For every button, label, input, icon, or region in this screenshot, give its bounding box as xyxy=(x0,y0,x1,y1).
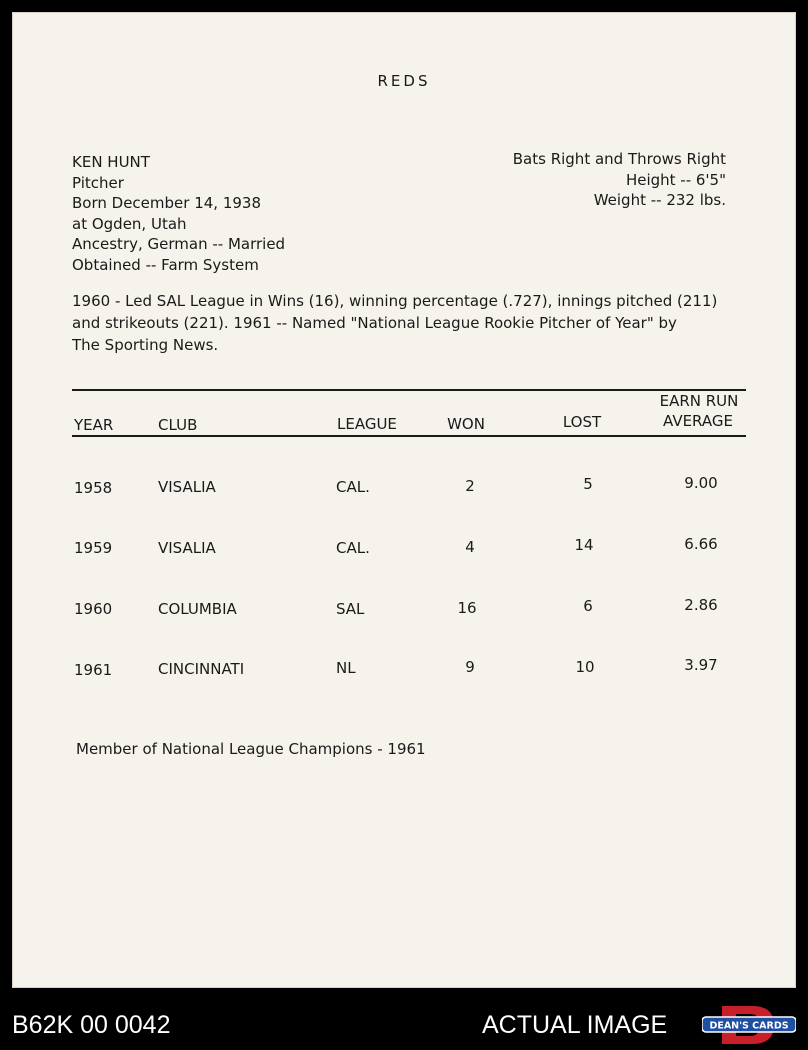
row-league: NL xyxy=(336,659,356,677)
footer-note: Member of National League Champions - 1961 xyxy=(76,740,426,758)
header-lost: LOST xyxy=(562,413,602,431)
narrative-line: 1960 - Led SAL League in Wins (16), winning percentage (.727), innings pitched (211) xyxy=(72,292,718,310)
team-name: REDS xyxy=(377,72,431,90)
deans-cards-logo xyxy=(702,1004,796,1046)
row-club: VISALIA xyxy=(158,478,216,496)
row-lost: 5 xyxy=(583,475,593,493)
row-won: 9 xyxy=(465,658,475,676)
height: Height -- 6'5" xyxy=(625,170,726,189)
player-bio xyxy=(72,152,285,275)
row-lost: 6 xyxy=(583,597,593,615)
row-year: 1958 xyxy=(74,479,113,497)
row-league: SAL xyxy=(336,600,365,618)
table-header-rule xyxy=(72,435,746,437)
logo-text: DEAN'S CARDS xyxy=(709,1020,789,1032)
row-era: 9.00 xyxy=(684,474,718,492)
row-era: 2.86 xyxy=(684,596,718,614)
row-won: 2 xyxy=(465,477,475,495)
narrative-line: The Sporting News. xyxy=(72,336,219,354)
row-league: CAL. xyxy=(336,539,370,557)
narrative-line: and strikeouts (221). 1961 -- Named "National League Rookie Pitcher of Year" by xyxy=(72,314,677,332)
header-league: LEAGUE xyxy=(337,415,397,433)
bats-throws: Bats Right and Throws Right xyxy=(512,150,726,168)
player-birthplace: at Ogden, Utah xyxy=(72,214,187,233)
card-back xyxy=(12,12,796,988)
header-won: WON xyxy=(447,415,485,433)
row-lost: 10 xyxy=(575,658,595,676)
row-year: 1961 xyxy=(74,661,113,679)
table-top-rule xyxy=(72,389,746,391)
catalog-id: B62K 00 0042 xyxy=(12,1011,171,1039)
row-club: COLUMBIA xyxy=(158,600,237,618)
player-name: KEN HUNT xyxy=(72,153,150,171)
player-obtained: Obtained -- Farm System xyxy=(72,255,259,274)
row-lost: 14 xyxy=(574,536,594,554)
row-won: 16 xyxy=(457,599,477,617)
row-club: CINCINNATI xyxy=(158,660,245,678)
actual-image-label: ACTUAL IMAGE xyxy=(482,1011,668,1039)
player-born: Born December 14, 1938 xyxy=(72,194,261,212)
career-narrative xyxy=(72,290,752,356)
player-physical xyxy=(513,149,726,211)
row-era: 3.97 xyxy=(684,656,718,674)
player-ancestry: Ancestry, German -- Married xyxy=(72,235,286,253)
row-club: VISALIA xyxy=(158,539,216,557)
header-era-line2: AVERAGE xyxy=(663,412,733,430)
header-year: YEAR xyxy=(74,416,114,434)
player-position: Pitcher xyxy=(72,173,124,192)
row-era: 6.66 xyxy=(684,535,718,553)
row-year: 1960 xyxy=(74,600,113,618)
weight: Weight -- 232 lbs. xyxy=(593,191,726,209)
header-era-line1: EARN RUN xyxy=(659,392,739,410)
row-league: CAL. xyxy=(336,478,370,496)
row-won: 4 xyxy=(465,538,475,556)
row-year: 1959 xyxy=(74,539,113,557)
header-club: CLUB xyxy=(158,416,198,434)
